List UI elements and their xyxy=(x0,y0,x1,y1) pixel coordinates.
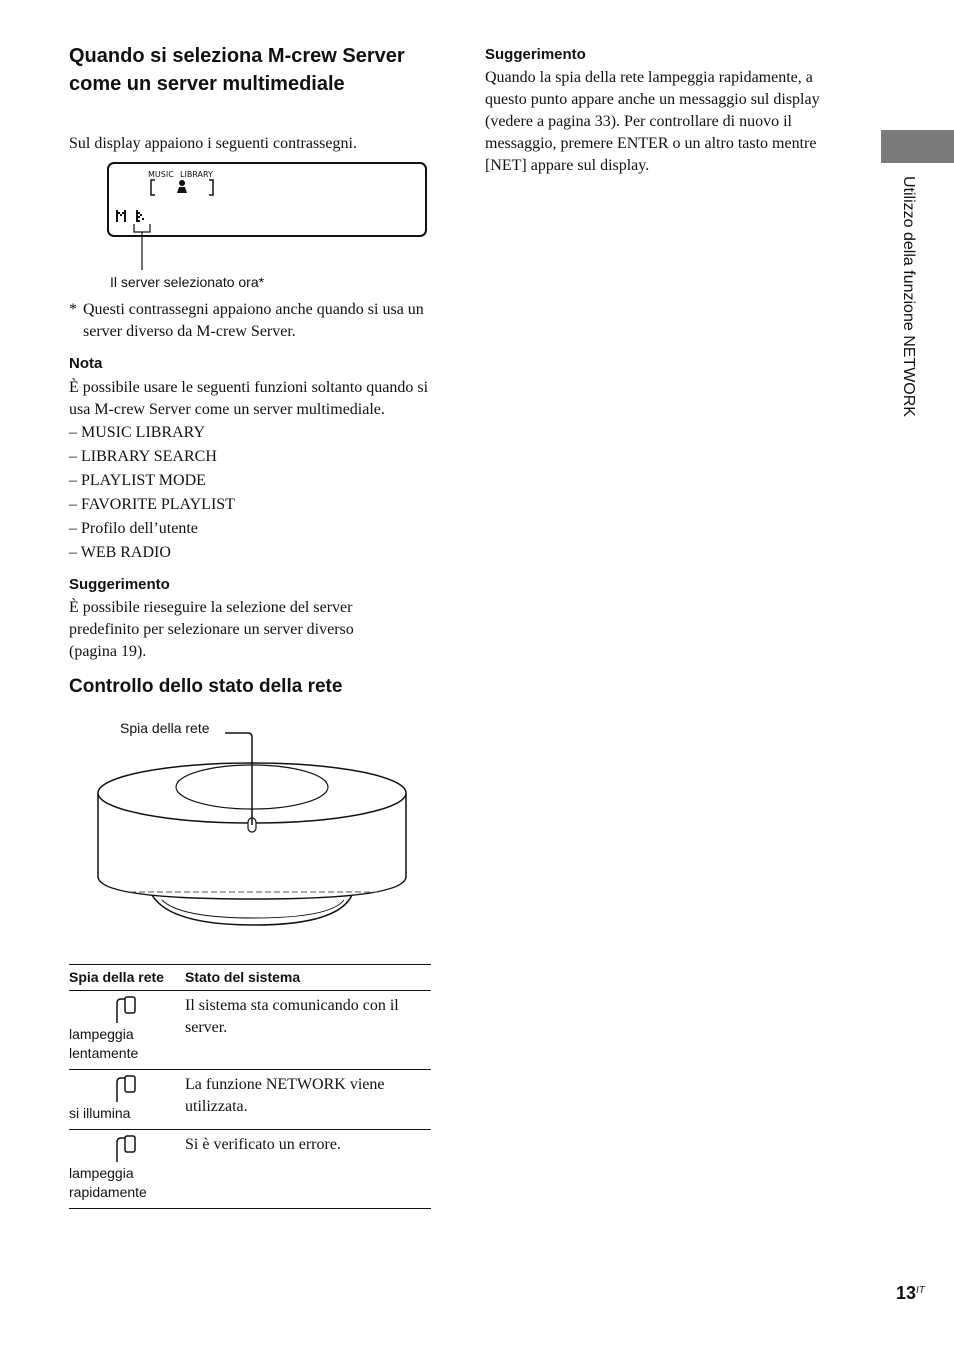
display-music: MUSIC xyxy=(148,170,174,179)
nota-list xyxy=(69,421,235,565)
table-row xyxy=(69,991,431,1070)
table-row xyxy=(69,1070,431,1130)
device-illustration xyxy=(90,725,420,930)
right-tip-text: Quando la spia della rete lampeggia rapidamente, a questo punto appare anche un messaggio sul display (vedere a pagina 33). Per controllare di nuovo il messaggio, premere ENTER o un altro tasto mentre [NET] appare sul display. xyxy=(485,69,820,174)
tip-heading: Suggerimento xyxy=(69,576,170,593)
list-item: – PLAYLIST MODE xyxy=(69,472,206,489)
device-callout-label: Spia della rete xyxy=(120,720,210,736)
list-item: – FAVORITE PLAYLIST xyxy=(69,496,235,513)
list-item: – LIBRARY SEARCH xyxy=(69,448,217,465)
footnote: * Questi contrassegni appaiono anche quando si usa un server diverso da M-crew Server. xyxy=(69,301,424,340)
intro-text: Sul display appaiono i seguenti contrassegni. xyxy=(69,135,357,152)
table-header-state: Stato del sistema xyxy=(185,965,431,991)
system-state: Si è verificato un errore. xyxy=(185,1130,431,1209)
list-item: – MUSIC LIBRARY xyxy=(69,424,206,441)
nota-heading: Nota xyxy=(69,355,103,372)
system-state: La funzione NETWORK viene utilizzata. xyxy=(185,1070,431,1130)
display-library: LIBRARY xyxy=(180,170,213,179)
list-item: – Profilo dell’utente xyxy=(69,520,198,537)
right-tip-heading: Suggerimento xyxy=(485,46,586,63)
network-status-heading: Controllo dello stato della rete xyxy=(69,676,343,697)
status-table xyxy=(69,964,431,1209)
lit-led-icon xyxy=(113,1074,139,1104)
system-state: Il sistema sta comunicando con il server. xyxy=(185,991,431,1070)
section-title: Quando si seleziona M-crew Server come un server multimediale xyxy=(69,45,405,95)
side-section-label: Utilizzo della funzione NETWORK xyxy=(900,176,917,417)
led-state: si illumina xyxy=(69,1105,131,1121)
section-tab-marker xyxy=(881,130,954,163)
table-row xyxy=(69,1130,431,1209)
tip-text: È possibile rieseguire la selezione del server predefinito per selezionare un server diverso (pagina 19). xyxy=(69,599,354,660)
nota-text: È possibile usare le seguenti funzioni soltanto quando si usa M-crew Server come un server multimediale. xyxy=(69,379,429,418)
blinking-led-icon xyxy=(113,995,139,1025)
callout-label: Il server selezionato ora* xyxy=(110,274,265,290)
led-state: lampeggia rapidamente xyxy=(69,1165,147,1200)
fast-blinking-led-icon xyxy=(113,1134,139,1164)
page-number: $13^{IT}$ xyxy=(896,1283,925,1303)
list-item: – WEB RADIO xyxy=(69,544,171,561)
led-state: lampeggia lentamente xyxy=(69,1026,139,1061)
table-header-indicator: Spia della rete xyxy=(69,965,185,991)
